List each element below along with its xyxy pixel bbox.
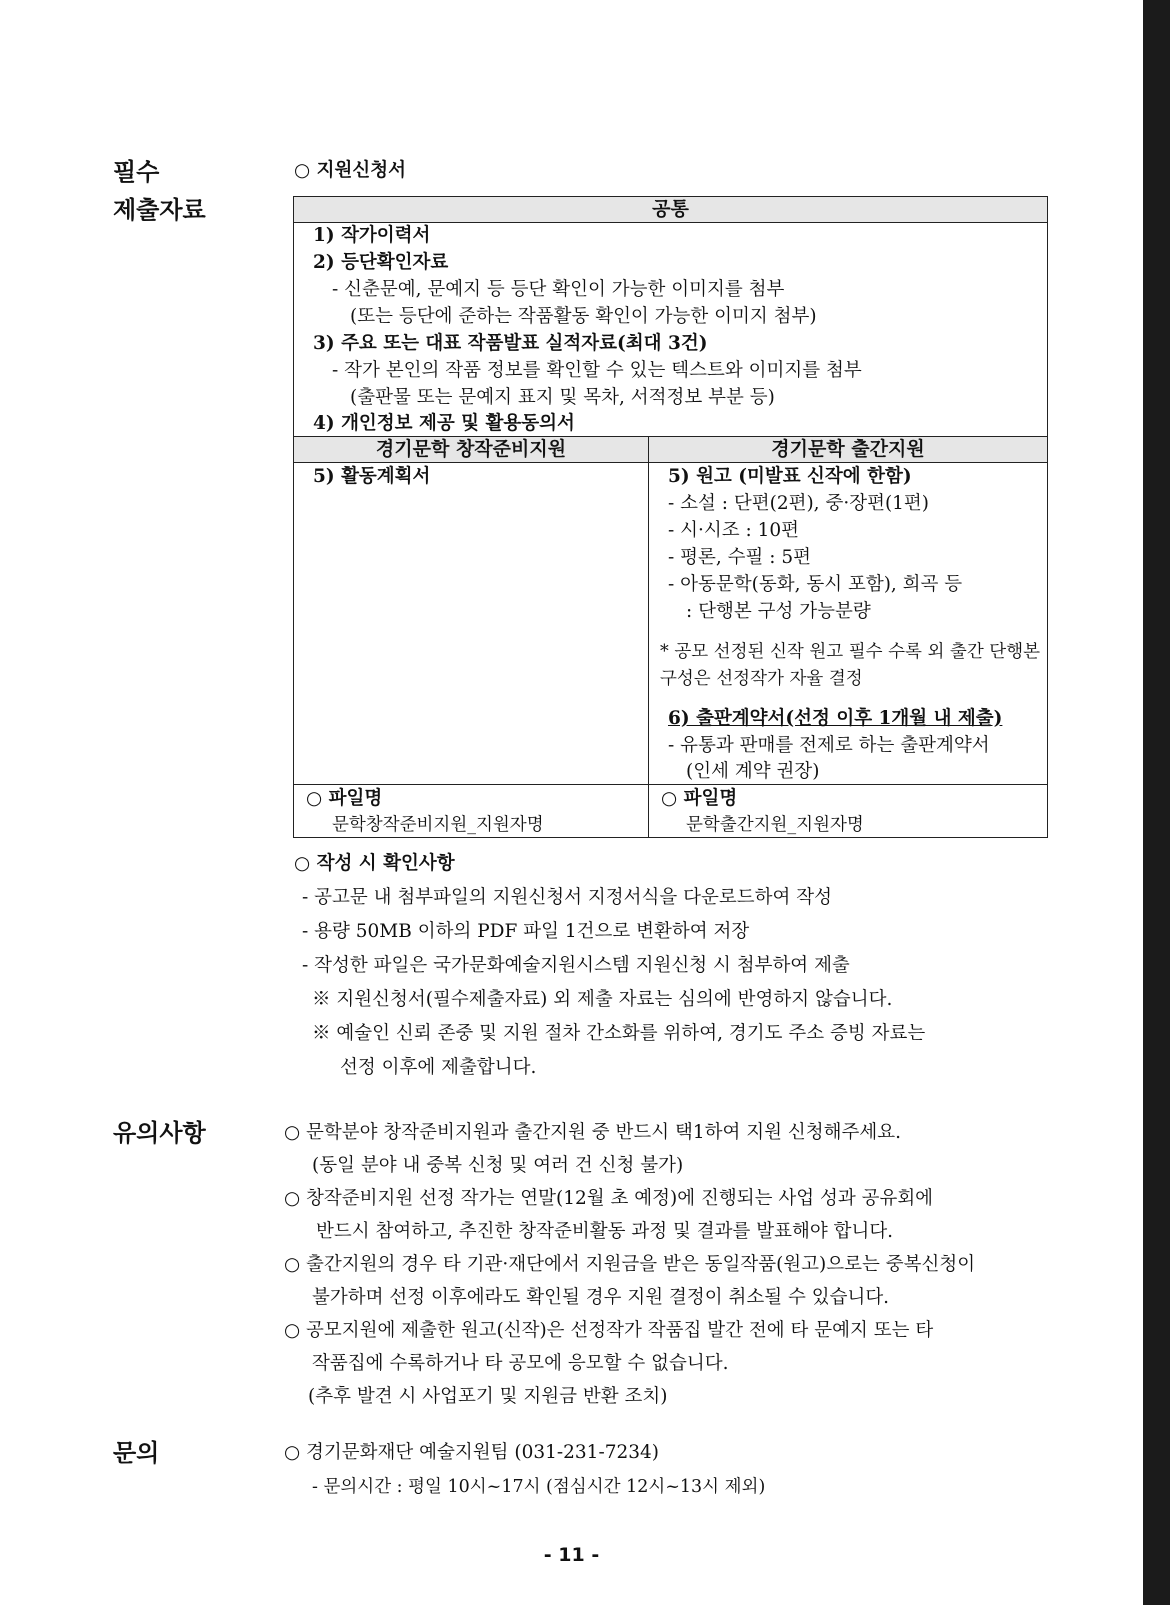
screen-edge-bar (1143, 0, 1170, 1605)
common-item-1: 1) 작가이력서 (313, 225, 431, 246)
section-label-required: 필수 (113, 158, 160, 186)
common-item-4: 4) 개인정보 제공 및 활용동의서 (313, 413, 575, 434)
common-item-3: 3) 주요 또는 대표 작품발표 실적자료(최대 3건) (313, 333, 708, 354)
creation-item-5: 5) 활동계획서 (313, 466, 431, 487)
common-item-3-desc: - 작가 본인의 작품 정보를 확인할 수 있는 텍스트와 이미지를 첨부 (332, 360, 862, 381)
notice-2-cont: 반드시 참여하고, 추진한 창작준비활동 과정 및 결과를 발표해야 합니다. (316, 1221, 894, 1242)
creation-file-name: 문학창작준비지원_지원자명 (332, 815, 544, 835)
notice-2: ○ 창작준비지원 선정 작가는 연말(12월 초 예정)에 진행되는 사업 성과 공유회에 (284, 1188, 934, 1209)
table-row-divider (293, 784, 1048, 785)
checklist-item-1: - 공고문 내 첨부파일의 지원신청서 지정서식을 다운로드하여 작성 (302, 887, 832, 908)
notice-4-cont: 작품집에 수록하거나 타 공모에 응모할 수 없습니다. (312, 1353, 729, 1374)
publication-item-5-novel: - 소설 : 단편(2편), 중·장편(1편) (668, 493, 930, 514)
checklist-title: ○ 작성 시 확인사항 (294, 853, 455, 874)
common-item-2-note: (또는 등단에 준하는 작품활동 확인이 가능한 이미지 첨부) (350, 306, 817, 327)
common-item-2: 2) 등단확인자료 (313, 252, 449, 273)
publication-item-5-poetry: - 시·시조 : 10편 (668, 520, 800, 541)
table-header-common: 공통 (293, 196, 1048, 223)
section-label-contact: 문의 (113, 1439, 160, 1467)
notice-1-note: (동일 분야 내 중복 신청 및 여러 건 신청 불가) (312, 1155, 684, 1176)
table-header-publication-support: 경기문학 출간지원 (648, 436, 1048, 463)
common-item-2-desc: - 신춘문예, 문예지 등 등단 확인이 가능한 이미지를 첨부 (332, 279, 785, 300)
checklist-note-1: ※ 지원신청서(필수제출자료) 외 제출 자료는 심의에 반영하지 않습니다. (312, 989, 893, 1010)
checklist-item-3: - 작성한 파일은 국가문화예술지원시스템 지원신청 시 첨부하여 제출 (302, 955, 850, 976)
table-column-divider (648, 462, 649, 838)
publication-item-5: 5) 원고 (미발표 신작에 한함) (668, 466, 912, 487)
common-item-3-note: (출판물 또는 문예지 표지 및 목차, 서적정보 부분 등) (350, 387, 775, 408)
page-number: - 11 - (543, 1544, 600, 1566)
publication-item-5-essay: - 평론, 수필 : 5편 (668, 547, 812, 568)
publication-note-2: 구성은 선정작가 자율 결정 (660, 669, 863, 689)
publication-item-5-volume: : 단행본 구성 가능분량 (686, 601, 871, 622)
publication-file-label: ○ 파일명 (661, 788, 738, 809)
publication-item-6: 6) 출판계약서(선정 이후 1개월 내 제출) (668, 708, 1003, 729)
checklist-note-2-cont: 선정 이후에 제출합니다. (340, 1057, 537, 1078)
contact-team: ○ 경기문화재단 예술지원팀 (031-231-7234) (284, 1442, 660, 1463)
notice-3-cont: 불가하며 선정 이후에라도 확인될 경우 지원 결정이 취소될 수 있습니다. (312, 1287, 890, 1308)
publication-note-1: * 공모 선정된 신작 원고 필수 수록 외 출간 단행본 (660, 642, 1041, 662)
checklist-note-2: ※ 예술인 신뢰 존중 및 지원 절차 간소화를 위하여, 경기도 주소 증빙 자료는 (312, 1023, 926, 1044)
notice-4-note: (추후 발견 시 사업포기 및 지원금 반환 조치) (308, 1386, 668, 1407)
section-label-notice: 유의사항 (113, 1119, 206, 1147)
publication-item-5-children: - 아동문학(동화, 동시 포함), 희곡 등 (668, 574, 963, 595)
contact-hours: - 문의시간 : 평일 10시~17시 (점심시간 12시~13시 제외) (312, 1477, 766, 1497)
table-header-creation-support: 경기문학 창작준비지원 (293, 436, 649, 463)
notice-3: ○ 출간지원의 경우 타 기관·재단에서 지원금을 받은 동일작품(원고)으로는 중복신청이 (284, 1254, 976, 1275)
creation-file-label: ○ 파일명 (306, 788, 383, 809)
application-form-title: ○ 지원신청서 (294, 160, 406, 181)
notice-4: ○ 공모지원에 제출한 원고(신작)은 선정작가 작품집 발간 전에 타 문예지 또는 타 (284, 1320, 934, 1341)
publication-item-6-desc: - 유통과 판매를 전제로 하는 출판계약서 (668, 735, 990, 756)
notice-1: ○ 문학분야 창작준비지원과 출간지원 중 반드시 택1하여 지원 신청해주세요. (284, 1122, 901, 1143)
section-label-documents: 제출자료 (113, 196, 206, 224)
publication-item-6-note: (인세 계약 권장) (686, 761, 820, 782)
publication-file-name: 문학출간지원_지원자명 (686, 815, 864, 835)
checklist-item-2: - 용량 50MB 이하의 PDF 파일 1건으로 변환하여 저장 (302, 921, 750, 942)
